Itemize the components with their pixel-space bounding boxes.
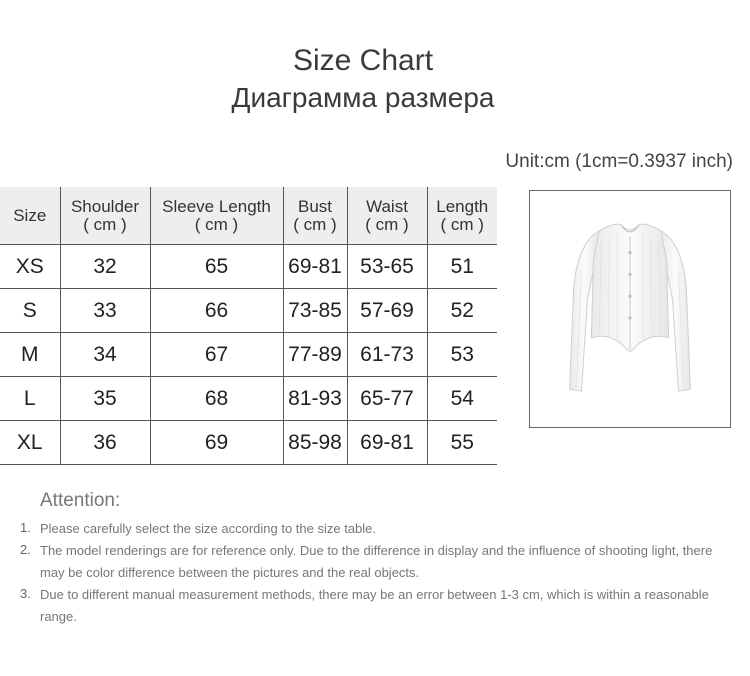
cell-length: 54 [427,377,497,421]
cell-shoulder: 35 [60,377,150,421]
list-item-text: Due to different manual measurement methods, there may be an error between 1-3 cm, which is within a reasonable range. [40,587,709,624]
header-unit: ( cm ) [365,214,409,234]
cell-shoulder: 34 [60,333,150,377]
header-label: Bust [297,196,333,216]
size-table [0,187,497,465]
list-item-number: 2. [20,542,31,557]
header-unit: ( cm ) [293,214,337,234]
cell-size: S [0,289,60,333]
cell-length: 52 [427,289,497,333]
header-length [427,187,497,245]
header-label: Shoulder [70,196,140,216]
attention-list [20,518,732,628]
table-row [0,333,497,377]
cell-bust: 69-81 [283,245,347,289]
cell-waist: 57-69 [347,289,427,333]
header-label: Sleeve Length [162,196,271,216]
page-title: Size Chart [292,44,434,77]
cell-shoulder: 32 [60,245,150,289]
cell-sleeve-length: 69 [150,421,283,465]
cell-waist: 65-77 [347,377,427,421]
cell-sleeve-length: 67 [150,333,283,377]
page-subtitle: Диаграмма размера [231,82,495,113]
white-cardigan-image [530,191,730,427]
header-size [0,187,60,245]
cell-shoulder: 33 [60,289,150,333]
attention-title: Attention: [40,490,121,511]
cell-waist: 69-81 [347,421,427,465]
unit-note: Unit:cm (1cm=0.3937 inch) [505,151,733,172]
header-bust [283,187,347,245]
list-item [20,540,732,584]
header-unit: ( cm ) [440,214,484,234]
product-image [529,190,731,428]
list-item-text: The model renderings are for reference only. Due to the difference in display and the influence of shooting light, there may be color difference between the pictures and the real objects. [40,543,713,580]
table-row [0,289,497,333]
header-label: Size [13,205,47,225]
cell-size: M [0,333,60,377]
cell-waist: 53-65 [347,245,427,289]
cell-bust: 85-98 [283,421,347,465]
list-item [20,518,732,540]
cell-sleeve-length: 66 [150,289,283,333]
cell-sleeve-length: 68 [150,377,283,421]
header-shoulder [60,187,150,245]
cell-bust: 73-85 [283,289,347,333]
cell-waist: 61-73 [347,333,427,377]
cell-bust: 81-93 [283,377,347,421]
list-item-number: 3. [20,586,31,601]
cell-sleeve-length: 65 [150,245,283,289]
header-unit: ( cm ) [83,214,127,234]
header-waist [347,187,427,245]
cell-size: XS [0,245,60,289]
table-header-row [0,187,497,245]
cell-length: 55 [427,421,497,465]
header-sleeve-length [150,187,283,245]
cell-length: 51 [427,245,497,289]
list-item [20,584,732,628]
cell-size: XL [0,421,60,465]
list-item-text: Please carefully select the size according to the size table. [40,521,377,536]
list-item-number: 1. [20,520,31,535]
cell-bust: 77-89 [283,333,347,377]
header-unit: ( cm ) [194,214,239,234]
table-row [0,377,497,421]
cell-length: 53 [427,333,497,377]
header-label: Length [436,196,489,216]
header-label: Waist [366,196,408,216]
table-row [0,245,497,289]
table-row [0,421,497,465]
cell-size: L [0,377,60,421]
cell-shoulder: 36 [60,421,150,465]
